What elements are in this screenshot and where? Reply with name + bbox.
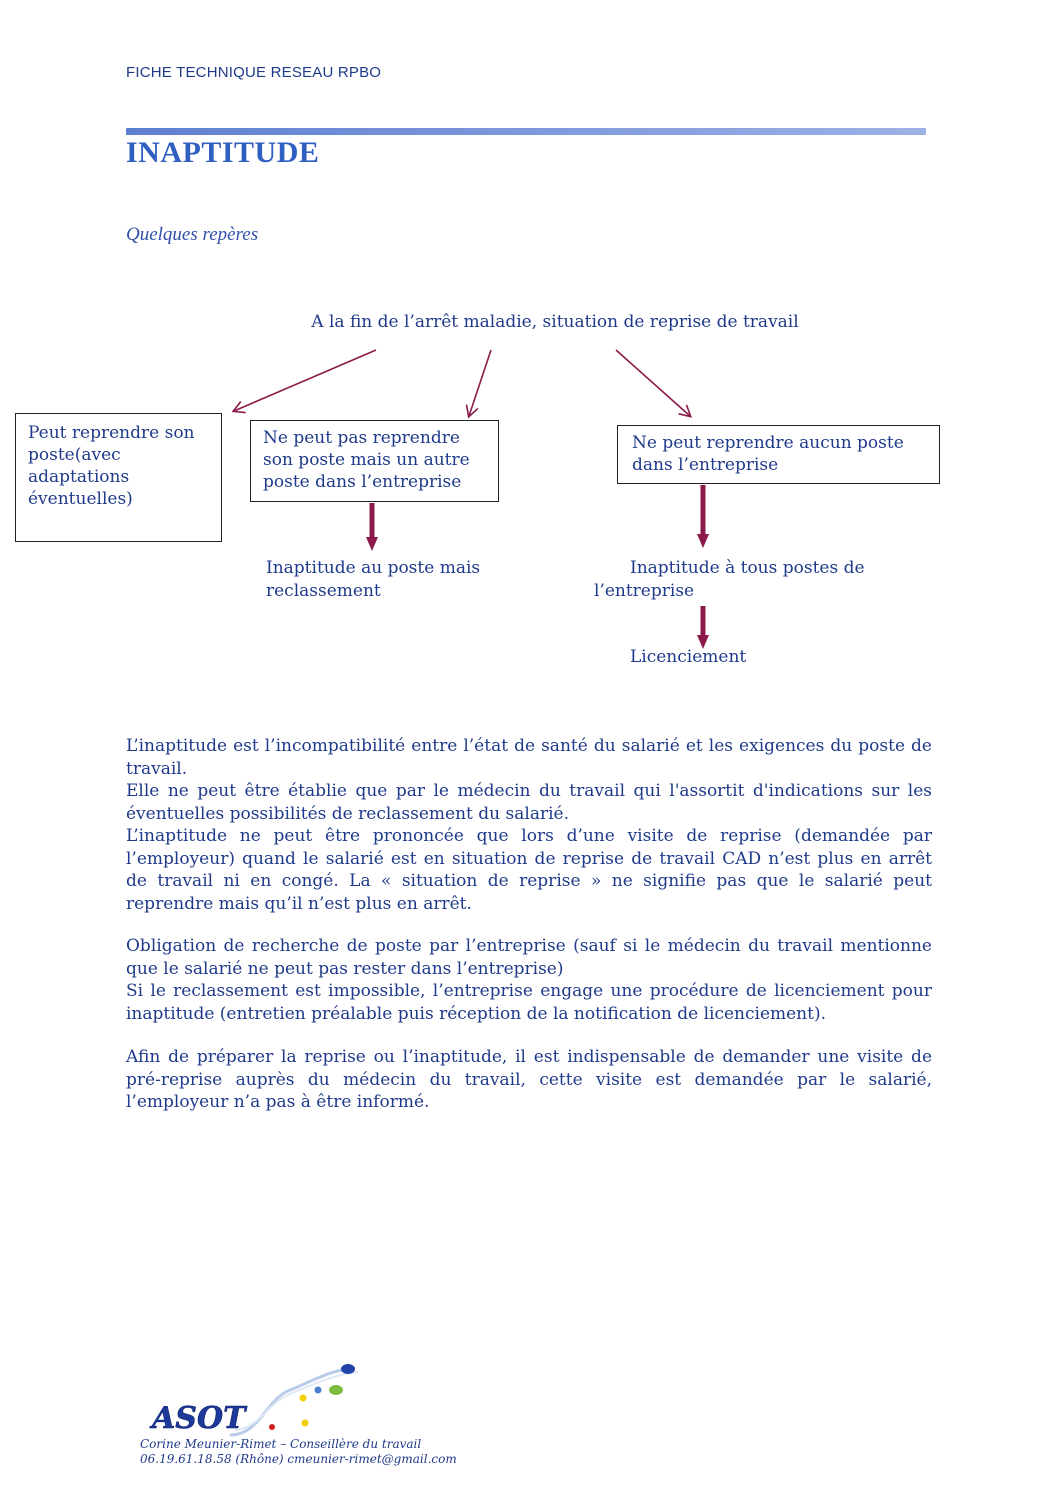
paragraph-obligation: Obligation de recherche de poste par l’entreprise (sauf si le médecin du travail mentionne que le salarié ne peut pas rester dans l’entreprise) [126, 936, 932, 979]
arrow-to-box2 [469, 350, 491, 416]
svg-text:ASOT: ASOT [152, 1401, 246, 1436]
footer-contact-details: 06.19.61.18.58 (Rhône) cmeunier-rimet@gmail.com [140, 1452, 457, 1466]
paragraph-definition: L’inaptitude est l’incompatibilité entre l’état de santé du salarié et les exigences du poste de travail. [126, 736, 932, 779]
paragraph-reclassement: Si le reclassement est impossible, l’entreprise engage une procédure de licenciement pour inaptitude (entretien préalable puis réception de la notification de licenciement). [126, 981, 932, 1024]
paragraph-pre-reprise: Afin de préparer la reprise ou l’inaptitude, il est indispensable de demander une visite de pré-reprise auprès du médecin du travail, cette visite est demandée par le salarié, l’employeur n’a pas à être informé. [126, 1047, 932, 1112]
header-label: FICHE TECHNIQUE RESEAU RPBO [126, 64, 382, 81]
result-inaptitude-poste: Inaptitude au poste mais reclassement [266, 558, 481, 601]
box-peut-reprendre: Peut reprendre son poste(avec adaptations éventuelles) [15, 413, 222, 542]
paragraph-group-3 [126, 1046, 932, 1114]
paragraph-group-1 [126, 735, 932, 915]
footer-contact-name: Corine Meunier-Rimet – Conseillère du travail [140, 1437, 422, 1451]
arrow-to-box1 [234, 350, 376, 411]
document-title: INAPTITUDE [126, 136, 320, 169]
box-aucun-poste: Ne peut reprendre aucun poste dans l’entreprise [617, 425, 940, 484]
paragraph-visite-reprise: L’inaptitude ne peut être prononcée que lors d’une visite de reprise (demandée par l’employeur) quand le salarié est en situation de reprise de travail CAD n’est plus en arrêt de travail ni en congé. La « situation de reprise » ne signifie pas que le salarié peut reprendre mais qu’il n’est plus en arrêt. [126, 826, 932, 914]
result-licenciement: Licenciement [630, 647, 747, 667]
box-autre-poste: Ne peut pas reprendre son poste mais un autre poste dans l’entreprise [250, 420, 499, 502]
flow-start-text: A la fin de l’arrêt maladie, situation de reprise de travail [311, 312, 799, 332]
result-inaptitude-tous-postes: Inaptitude à tous postes de l’entreprise [594, 558, 865, 601]
arrow-to-box3 [616, 350, 690, 416]
subtitle: Quelques repères [126, 224, 259, 245]
paragraph-medecin: Elle ne peut être établie que par le médecin du travail qui l'assortit d'indications sur les éventuelles possibilités de reclassement du salarié. [126, 781, 932, 824]
asot-logo-icon [140, 1360, 380, 1440]
paragraph-group-2 [126, 935, 932, 1025]
flow-arrows [0, 0, 1059, 700]
